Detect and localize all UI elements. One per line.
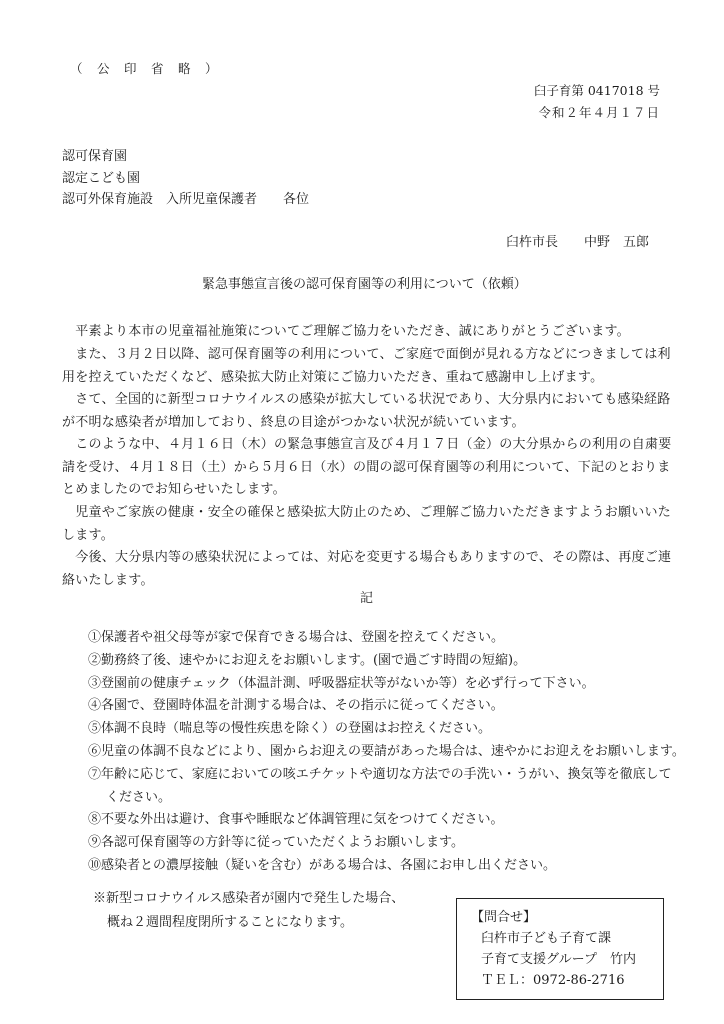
recipient-line: 認可外保育施設 入所児童保護者 各位: [62, 192, 310, 207]
body-paragraph: 児童やご家族の健康・安全の確保と感染拡大防止のため、ご理解ご協力いただきますようお願いいたします。: [62, 505, 671, 543]
recipient-line: 認定こども園: [62, 171, 141, 186]
list-item: ③登園前の健康チェック（体温計測、呼吸器症状等がないか等）を必ず行って下さい。: [88, 675, 595, 691]
closure-note-line: ※新型コロナウイルス感染者が園内で発生した場合、: [93, 891, 405, 906]
list-item: ⑥児童の体調不良などにより、園からお迎えの要請があった場合は、速やかにお迎えをお願いします。: [88, 743, 685, 759]
recipient-line: 認可保育園: [62, 149, 128, 164]
instruction-list: [88, 627, 708, 878]
list-item: ⑦年齢に応じて、家庭においての咳エチケットや適切な方法での手洗い・うがい、換気等を徹底して: [88, 766, 672, 782]
ki-heading: 記: [360, 591, 374, 606]
list-item: ⑧不要な外出は避け、食事や睡眠など体調管理に気をつけてください。: [88, 812, 504, 828]
body-paragraph: 今後、大分県内等の感染状況によっては、対応を変更する場合もありますので、その際は、再度ご連絡いたします。: [62, 550, 672, 588]
document-date: 令和２年４月１７日: [538, 105, 660, 120]
document-number: 臼子育第 0417018 号: [533, 83, 660, 98]
sender-name: 臼杵市長 中野 五郎: [505, 235, 649, 250]
contact-department: 臼杵市子ども子育て課: [481, 931, 612, 946]
contact-heading: 【問合せ】: [471, 910, 537, 925]
body-paragraph: 平素より本市の児童福祉施策についてご理解ご協力をいただき、誠にありがとうございます。: [62, 324, 630, 339]
body-paragraph: また、３月２日以降、認可保育園等の利用について、ご家庭で面倒が見れる方などにつきましては利用を控えていただくなど、感染拡大防止対策にご協力いただき、重ねて感謝申し上げます。: [62, 347, 671, 385]
list-item: ④各園で、登園時体温を計測する場合は、その指示に従ってください。: [88, 698, 504, 714]
closure-note-line: 概ね２週間程度閉所することになります。: [107, 915, 353, 930]
body-paragraph: このような中、４月１６日（木）の緊急事態宣言及び４月１７日（金）の大分県からの利用の自粛要請を受け、４月１８日（土）から５月６日（水）の間の認可保育園等の利用について、下記のとおりまとめましたのでお知らせいたします。: [62, 437, 672, 498]
list-item: ⑨各認可保育園等の方針等に従っていただくようお願いします。: [88, 835, 464, 851]
contact-phone: ＴＥＬ：0972-86-2716: [481, 973, 625, 988]
list-item: ⑩感染者との濃厚接触（疑いを含む）がある場合は、各園にお申し出ください。: [88, 857, 557, 873]
closure-note: [93, 887, 404, 935]
contact-group: 子育て支援グループ 竹内: [481, 952, 636, 967]
list-item: ⑤体調不良時（喘息等の慢性疾患を除く）の登園はお控えください。: [88, 721, 492, 737]
body-paragraph: さて、全国的に新型コロナウイルスの感染が拡大している状況であり、大分県内においても感染経路が不明な感染者が増加しており、終息の目途がつかない状況が続いています。: [62, 392, 671, 430]
list-item: ①保護者や祖父母等が家で保育できる場合は、登園を控えてください。: [88, 630, 505, 645]
list-item-continuation: ください。: [106, 789, 172, 805]
document-title: 緊急事態宣言後の認可保育園等の利用について（依頼）: [202, 277, 527, 292]
contact-box: [456, 898, 664, 1000]
list-item: ②勤務終了後、速やかにお迎えをお願いします。(園で過ごす時間の短縮)。: [88, 652, 527, 668]
stamp-omitted-note: （ 公 印 省 略 ）: [70, 61, 219, 76]
